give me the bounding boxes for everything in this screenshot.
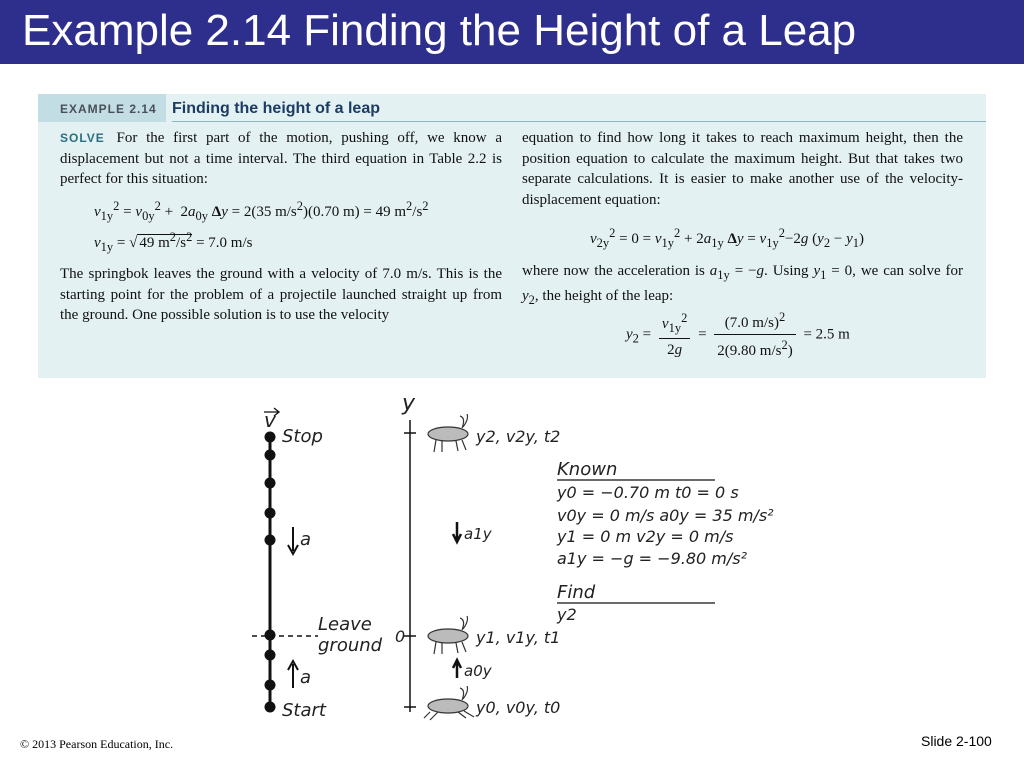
springbok-bottom-icon: [424, 686, 474, 720]
motion-dot: [265, 478, 276, 489]
equation-velocity-displacement: $v_{2y}^2 = 0 = v_{1y}^2 + 2a_{1y}$ $\Delta y = v_{1y}^2-2g$ $(y_2 - y_1)$: [590, 226, 864, 250]
motion-dot: [265, 680, 276, 691]
a1y-arrow-icon: [453, 522, 461, 542]
accel-down-arrow-icon: [288, 527, 298, 554]
copyright-footer: © 2013 Pearson Education, Inc.: [20, 737, 174, 751]
label-top-state: y2, v2y, t2: [476, 427, 561, 446]
known-row-1: y0 = −0.70 m t0 = 0 s: [557, 483, 739, 502]
a0y-arrow-icon: [453, 660, 461, 678]
springbok-top-icon: [428, 414, 468, 452]
known-row-2: v0y = 0 m/s a0y = 35 m/s²: [557, 506, 774, 525]
find-title: Find: [557, 582, 596, 603]
motion-dot: [265, 630, 276, 641]
right-paragraph-1: equation to find how long it takes to reach maximum height, then the position equation to calculate the maximum height. But that takes two separate calculations. It is easier to make another use of the velocity-displacement equation:: [522, 130, 963, 208]
ground-label: ground: [318, 635, 383, 656]
motion-dot: [265, 702, 276, 713]
left-paragraph-1-text: For the first part of the motion, pushing off, we know a displacement but not a time interval. The third equation in Table 2.2 is perfect for this situation:: [60, 130, 502, 187]
example-heading: Finding the height of a leap: [172, 100, 380, 117]
a0y-label: a0y: [464, 662, 492, 680]
slide-number: Slide 2-100: [921, 733, 992, 749]
leave-label: Leave: [318, 614, 372, 635]
known-row-3: y1 = 0 m v2y = 0 m/s: [557, 527, 734, 546]
example-tag-label: EXAMPLE 2.14: [60, 102, 157, 116]
slide-title: Example 2.14 Finding the Height of a Leap: [22, 6, 857, 55]
label-middle-state: y1, v1y, t1: [476, 628, 561, 647]
right-paragraph-2: where now the acceleration is $a_{1y} = -g$. Using $y_1 = 0$, we can solve for $y_2$, the height of the leap:: [522, 263, 963, 307]
known-title: Known: [557, 459, 618, 480]
velocity-label: v: [264, 408, 276, 432]
origin-label: 0: [395, 627, 406, 646]
accel-up-arrow-icon: [288, 661, 298, 688]
find-row-1: y2: [557, 605, 577, 624]
equation-height: $y_2$ = $\frac{v_{1y}^2}{2g}$ = $\frac{(7.0 m/s)^2}{2(9.80 m/s^2)}$ = 2.5 m: [626, 310, 850, 359]
motion-dot: [265, 432, 276, 443]
known-row-4: a1y = −g = −9.80 m/s²: [557, 549, 748, 568]
stop-label: Stop: [282, 426, 323, 447]
label-bottom-state: y0, v0y, t0: [476, 698, 561, 717]
springbok-middle-icon: [428, 616, 468, 654]
motion-dot: [265, 535, 276, 546]
start-label: Start: [282, 700, 326, 721]
motion-dot: [265, 650, 276, 661]
motion-dot: [265, 508, 276, 519]
y-axis-label: y: [402, 391, 416, 416]
equation-v1y: $v_{1y}$ = √ 49 $m^2/s^2 = 7.0$ m/s: [94, 230, 253, 254]
solve-label: SOLVE: [60, 131, 105, 145]
accel-label-upper: a: [300, 529, 312, 550]
left-paragraph-2: The springbok leaves the ground with a velocity of 7.0 m/s. This is the starting point for the problem of a projectile launched straight up from the ground. One possible solution is to use the velocity: [60, 266, 502, 323]
motion-dot: [265, 450, 276, 461]
equation-v1y-squared: $v_{1y}^2 = v_{0y}^2 + 2a_{0y}$ Δy = 2(35 $m/s^2)(0.70$ m) = 49 $m^2/s^2$: [94, 199, 429, 223]
accel-label-lower: a: [300, 667, 312, 688]
a1y-label: a1y: [464, 525, 492, 543]
